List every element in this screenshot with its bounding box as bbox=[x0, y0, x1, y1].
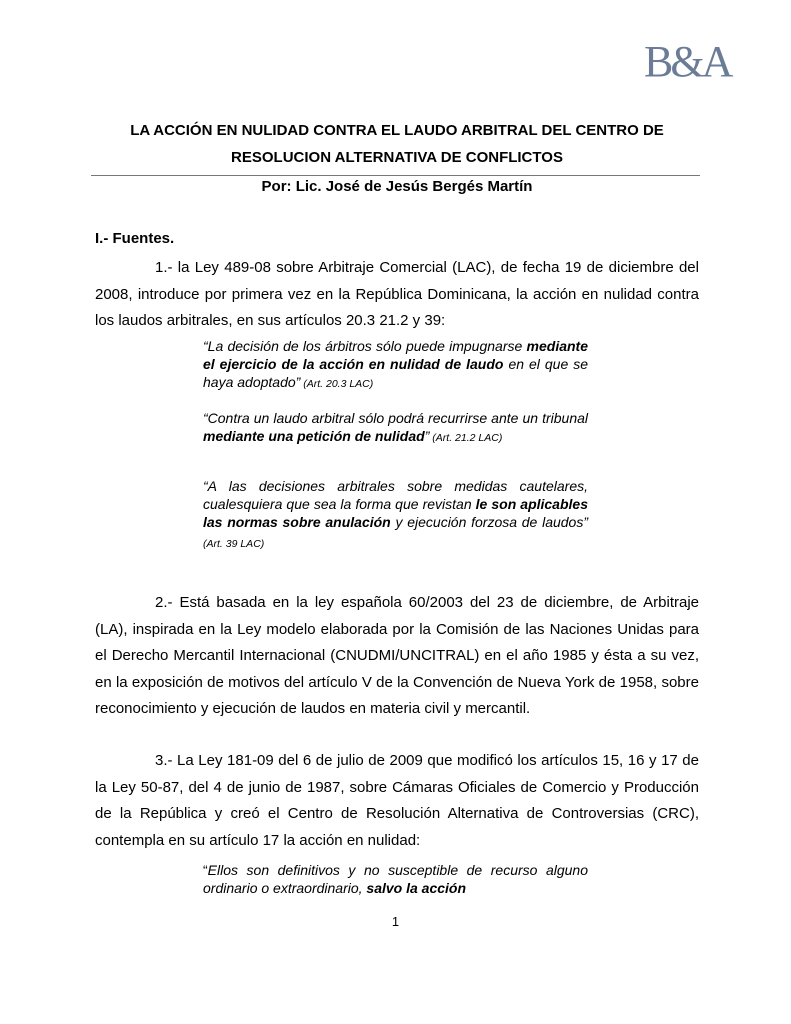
quote-text: Ellos son definitivos y no susceptible de recurso alguno ordinario o extraordinario, bbox=[203, 862, 588, 896]
quote-text-end: en el que se haya adoptado” bbox=[203, 356, 588, 390]
quote-art-17 bbox=[203, 861, 588, 897]
quote-emphasis: mediante el ejercicio de la acción en nulidad de laudo bbox=[203, 338, 588, 372]
document-title-line-1: LA ACCIÓN EN NULIDAD CONTRA EL LAUDO ARBITRAL DEL CENTRO DE bbox=[130, 122, 664, 139]
quote-text: “A las decisiones arbitrales sobre medidas cautelares, cualesquiera que sea la forma que revistan bbox=[203, 478, 588, 512]
paragraph-1-text: 1.- la Ley 489-08 sobre Arbitraje Comercial (LAC), de fecha 19 de diciembre del 2008, introduce por primera vez en la República Dominicana, la acción en nulidad contra los laudos arbitrales, en sus artículos 20.3 21.2 y 39: bbox=[95, 259, 699, 329]
quote-art-21-2 bbox=[203, 409, 588, 447]
quote-open-mark: “ bbox=[203, 862, 208, 878]
quote-emphasis: mediante una petición de nulidad bbox=[203, 428, 425, 444]
quote-text-end: y ejecución forzosa de laudos” bbox=[390, 514, 589, 530]
paragraph-2-text: 2.- Está basada en la ley española 60/2003 del 23 de diciembre, de Arbitraje (LA), inspirada en la Ley modelo elaborada por la Comisión de las Naciones Unidas para el Derecho Mercantil Internacional (CNUDMI/UNCITRAL) en el año 1985 y ésta a su vez, en la exposición de motivos del artículo V de la Convención de Nueva York de 1958, sobre reconocimiento y ejecución de laudos en materia civil y mercantil. bbox=[95, 594, 699, 717]
paragraph-2 bbox=[95, 590, 699, 723]
quote-text: “La decisión de los árbitros sólo puede impugnarse bbox=[203, 338, 527, 354]
quote-art-20-3 bbox=[203, 337, 588, 393]
paragraph-3-text: 3.- La Ley 181-09 del 6 de julio de 2009 que modificó los artículos 15, 16 y 17 de la Ley 50-87, del 4 de junio de 1987, sobre Cámaras Oficiales de Comercio y Producción de la República y creó el Centro de Resolución Alternativa de Controversias (CRC), contempla en su artículo 17 la acción en nulidad: bbox=[95, 752, 699, 849]
quote-reference: (Art. 20.3 LAC) bbox=[300, 378, 374, 390]
quote-reference: (Art. 39 LAC) bbox=[203, 538, 265, 550]
quote-emphasis: le son aplicables las normas sobre anulación bbox=[203, 496, 588, 530]
page-number: 1 bbox=[391, 914, 400, 929]
section-heading: I.- Fuentes. bbox=[95, 230, 175, 247]
document-title-line-2: RESOLUCION ALTERNATIVA DE CONFLICTOS bbox=[231, 149, 563, 166]
author-byline: Por: Lic. José de Jesús Bergés Martín bbox=[261, 178, 533, 195]
paragraph-3 bbox=[95, 748, 699, 854]
firm-logo: B&A bbox=[644, 37, 731, 86]
quote-emphasis: salvo la acción bbox=[366, 880, 467, 896]
quote-art-39 bbox=[203, 477, 588, 553]
quote-reference: (Art. 21.2 LAC) bbox=[429, 432, 503, 444]
quote-text-end: ” bbox=[424, 428, 430, 444]
paragraph-1 bbox=[95, 255, 699, 335]
quote-text: “Contra un laudo arbitral sólo podrá recurrirse ante un tribunal bbox=[203, 410, 588, 426]
